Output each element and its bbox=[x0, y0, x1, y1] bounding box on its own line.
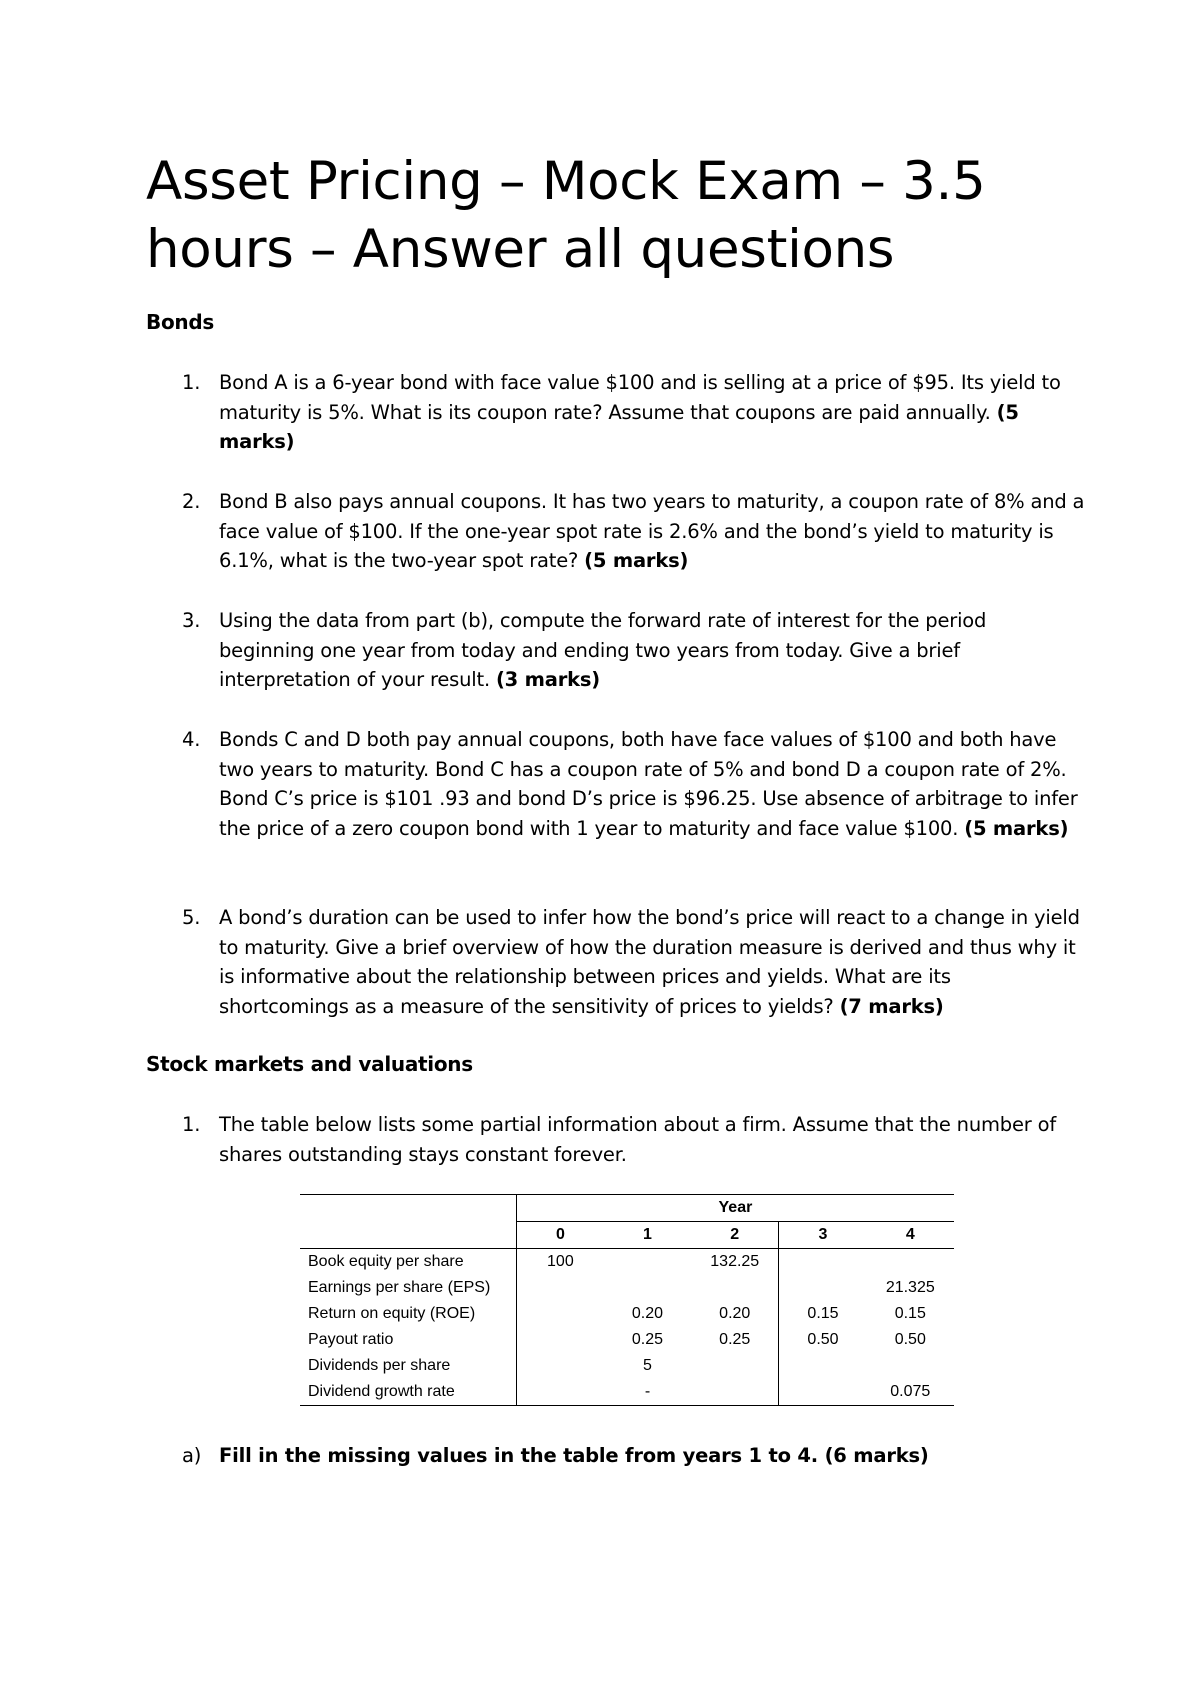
stock-question-1-part-a bbox=[146, 1441, 1086, 1471]
table-row: Dividend growth rate - 0.075 bbox=[300, 1379, 954, 1406]
table-row: Payout ratio 0.25 0.25 0.50 0.50 bbox=[300, 1327, 954, 1353]
question-marks: (5 marks) bbox=[584, 549, 689, 572]
year-col-0: 0 bbox=[516, 1222, 604, 1249]
year-col-3: 3 bbox=[779, 1222, 867, 1249]
question-number: 4. bbox=[182, 728, 201, 751]
bond-question-5 bbox=[146, 903, 1086, 1021]
section-heading-bonds: Bonds bbox=[146, 310, 214, 334]
question-text: Bond B also pays annual coupons. It has two years to maturity, a coupon rate of 8% and a face value of $100. If the one-year spot rate is 2.6% and the bond’s yield to maturity is 6.1%, what is the two-year spot rate? bbox=[219, 490, 1085, 572]
question-text: Bond A is a 6-year bond with face value $100 and is selling at a price of $95. Its yield to maturity is 5%. What is its coupon rate? Assume that coupons are paid annually. bbox=[219, 371, 1061, 424]
bond-question-2 bbox=[146, 487, 1086, 576]
bond-question-3 bbox=[146, 606, 1086, 695]
part-label: a) bbox=[182, 1444, 202, 1467]
question-number: 5. bbox=[182, 906, 201, 929]
year-col-4: 4 bbox=[867, 1222, 954, 1249]
year-col-1: 1 bbox=[604, 1222, 691, 1249]
section-heading-stocks: Stock markets and valuations bbox=[146, 1052, 473, 1076]
firm-data-table bbox=[300, 1194, 954, 1406]
question-marks: (5 marks) bbox=[219, 400, 1019, 453]
question-number: 3. bbox=[182, 609, 201, 632]
question-text: A bond’s duration can be used to infer how the bond’s price will react to a change in yield to maturity. Give a brief overview of how the duration measure is derived and thus why it is informative about the relationship between prices and yields. What are its shortcomings as a measure of the sensitivity of prices to yields? bbox=[219, 906, 1080, 1018]
question-marks: (7 marks) bbox=[839, 994, 944, 1018]
question-text: The table below lists some partial information about a firm. Assume that the number of shares outstanding stays constant forever. bbox=[219, 1113, 1056, 1166]
part-text: Fill in the missing values in the table from years 1 to 4. bbox=[219, 1444, 825, 1467]
question-number: 1. bbox=[182, 1113, 201, 1136]
part-marks: (6 marks) bbox=[824, 1444, 929, 1467]
question-text: Bonds C and D both pay annual coupons, both have face values of $100 and both have two years to maturity. Bond C has a coupon rate of 5% and bond D a coupon rate of 2%. Bond C’s price is $101 .93 and bond D’s price is $96.25. Use absence of arbitrage to infer the price of a zero coupon bond with 1 year to maturity and face value $100. bbox=[219, 728, 1078, 840]
year-header: Year bbox=[516, 1195, 954, 1222]
stock-question-1 bbox=[146, 1110, 1086, 1169]
bond-question-4 bbox=[146, 725, 1086, 843]
bond-question-1 bbox=[146, 368, 1086, 457]
page-title: Asset Pricing – Mock Exam – 3.5 hours – Answer all questions bbox=[146, 151, 986, 280]
question-text: Using the data from part (b), compute the forward rate of interest for the period beginning one year from today and ending two years from today. Give a brief interpretation of your result. bbox=[219, 609, 987, 691]
table-row: Return on equity (ROE) 0.20 0.20 0.15 0.15 bbox=[300, 1301, 954, 1327]
table-row: Dividends per share 5 bbox=[300, 1353, 954, 1379]
table-row: Book equity per share 100 132.25 bbox=[300, 1249, 954, 1276]
year-col-2: 2 bbox=[691, 1222, 779, 1249]
table-row: Earnings per share (EPS) 21.325 bbox=[300, 1275, 954, 1301]
question-marks: (3 marks) bbox=[495, 668, 601, 691]
question-number: 2. bbox=[182, 490, 201, 513]
question-marks: (5 marks) bbox=[964, 816, 1069, 840]
question-number: 1. bbox=[182, 371, 201, 394]
